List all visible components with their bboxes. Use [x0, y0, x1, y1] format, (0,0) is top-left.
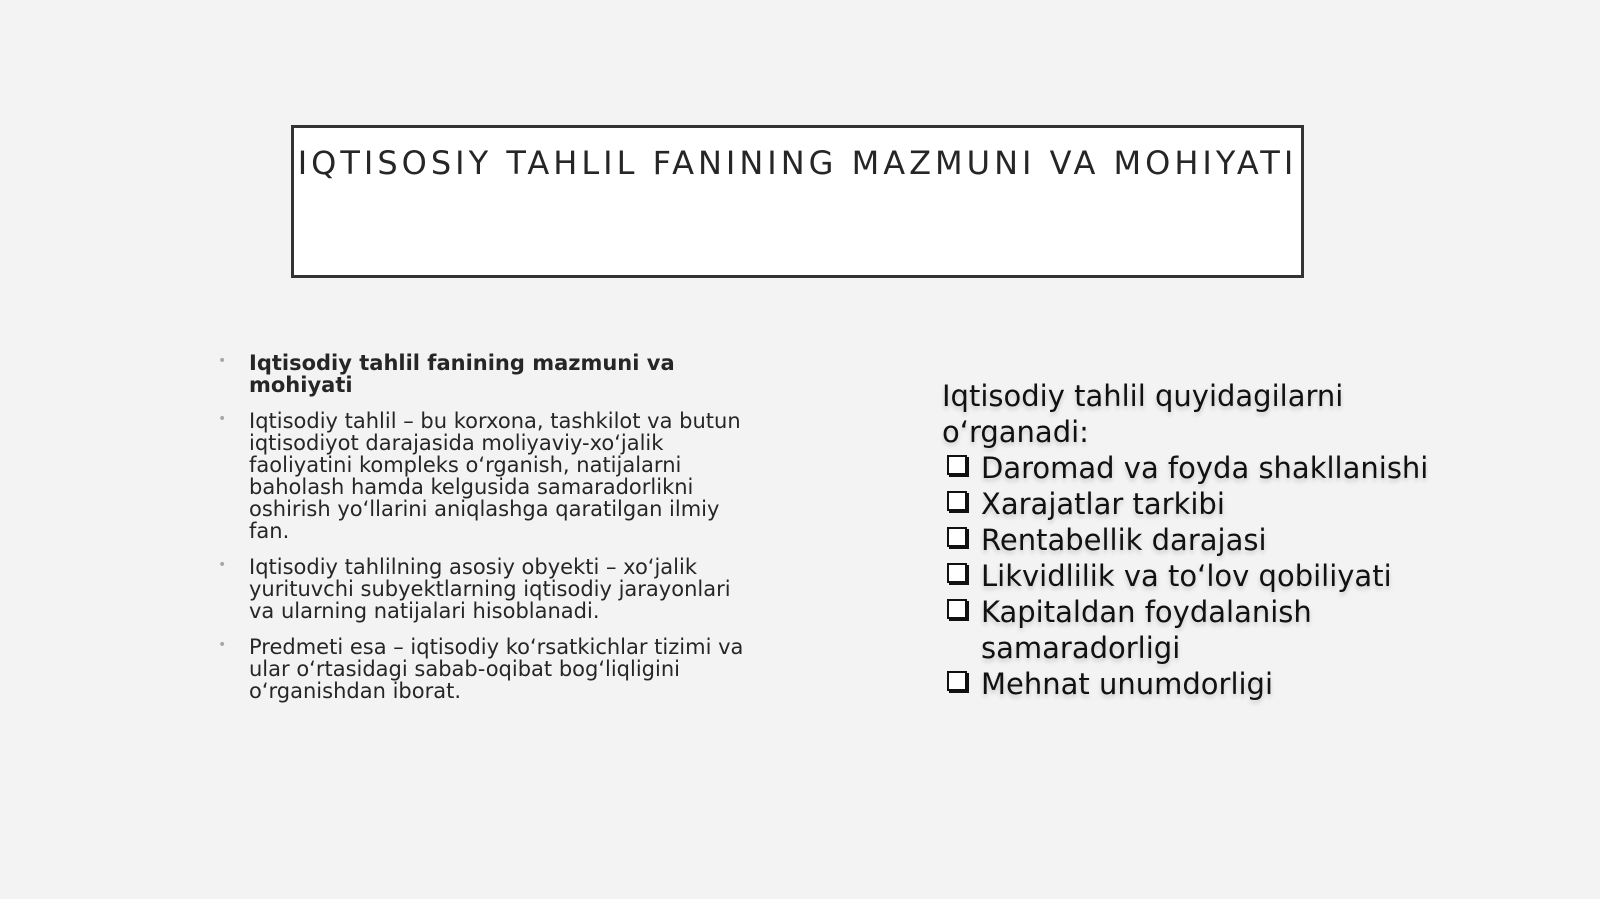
left-column	[218, 352, 758, 716]
left-bullet-list	[218, 352, 758, 702]
checklist-item-label: Xarajatlar tarkibi	[981, 487, 1225, 521]
checklist-item	[942, 558, 1462, 594]
checkbox-square-icon	[947, 491, 967, 511]
left-bullet-text: Predmeti esa – iqtisodiy ko‘rsatkichlar tizimi va ular o‘rtasidagi sabab-oqibat bog‘liqligini o‘rganishdan iborat.	[249, 635, 744, 703]
checklist-item-label: Mehnat unumdorligi	[981, 667, 1274, 701]
checkbox-square-icon	[947, 527, 967, 547]
checklist-item-label: Kapitaldan foydalanish samaradorligi	[981, 595, 1312, 665]
slide-title: IQTISOSIY TAHLIL FANINING MAZMUNI VA MOHIYATI	[297, 144, 1298, 182]
checklist-item	[942, 486, 1462, 522]
checkbox-square-icon	[947, 563, 967, 583]
checkbox-square-icon	[947, 671, 967, 691]
checklist-item-label: Daromad va foyda shakllanishi	[981, 451, 1429, 485]
checklist-item-label: Likvidlilik va to‘lov qobiliyati	[981, 559, 1392, 593]
checklist	[942, 450, 1462, 702]
left-bullet-text: Iqtisodiy tahlil fanining mazmuni va mohiyati	[249, 351, 675, 397]
right-intro-text: Iqtisodiy tahlil quyidagilarni o‘rganadi:	[942, 379, 1344, 449]
left-bullet-item	[218, 636, 758, 702]
checklist-item-label: Rentabellik darajasi	[981, 523, 1267, 557]
checklist-item	[942, 666, 1462, 702]
checklist-item	[942, 594, 1462, 666]
bullet-dot-icon: •	[218, 411, 227, 427]
checklist-item	[942, 522, 1462, 558]
left-bullet-text: Iqtisodiy tahlil – bu korxona, tashkilot va butun iqtisodiyot darajasida moliyaviy-xo‘jalik faoliyatini kompleks o‘rganish, natijalarni baholash hamda kelgusida samaradorlikni oshirish yo‘llarini aniqlashga qaratilgan ilmiy fan.	[249, 409, 741, 543]
bullet-dot-icon: •	[218, 557, 227, 573]
title-box	[291, 125, 1304, 278]
bullet-dot-icon: •	[218, 637, 227, 653]
left-bullet-text: Iqtisodiy tahlilning asosiy obyekti – xo‘jalik yurituvchi subyektlarning iqtisodiy jarayonlari va ularning natijalari hisoblanadi.	[249, 555, 731, 623]
checkbox-square-icon	[947, 455, 967, 475]
checkbox-square-icon	[947, 599, 967, 619]
left-bullet-item	[218, 352, 758, 396]
left-bullet-item	[218, 556, 758, 622]
bullet-dot-icon: •	[218, 353, 227, 369]
checklist-item	[942, 450, 1462, 486]
right-column	[942, 378, 1462, 702]
left-bullet-item	[218, 410, 758, 542]
